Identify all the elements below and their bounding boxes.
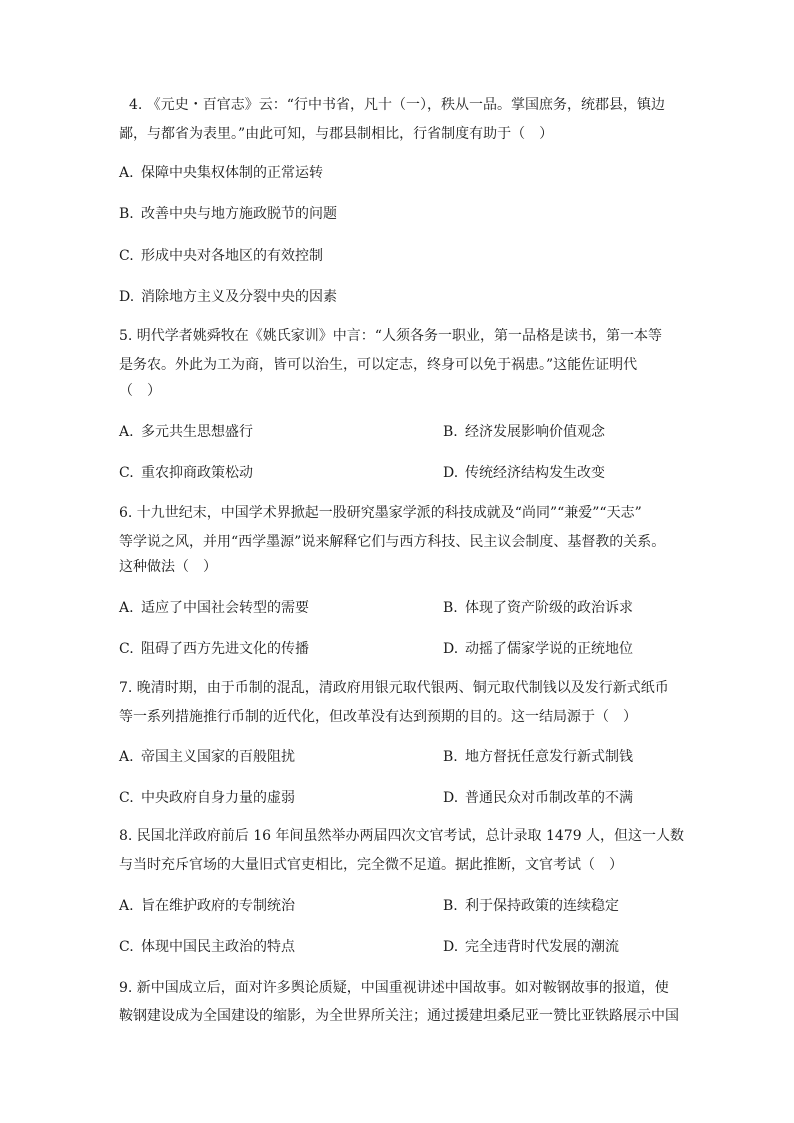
option-text: 改善中央与地方施政脱节的问题 [141,206,337,222]
option-text: 中央政府自身力量的虚弱 [141,790,295,806]
question-4-line-2: 鄙，与都省为表里。”由此可知，与郡县制相比，行省制度有助于（ ） [119,126,554,142]
option-text: 形成中央对各地区的有效控制 [141,248,323,264]
option-label: C. [119,465,134,481]
option-label: D. [443,939,459,955]
question-7-option-b[interactable] [443,747,633,767]
option-text: 保障中央集权体制的正常运转 [141,165,323,181]
option-text: 体现了资产阶级的政治诉求 [465,600,633,616]
option-label: C. [119,248,134,264]
question-4-option-a[interactable] [119,163,323,183]
question-5-option-a[interactable] [119,422,253,442]
option-text: 普通民众对币制改革的不满 [465,790,633,806]
option-label: C. [119,641,134,657]
option-text: 体现中国民主政治的特点 [141,939,295,955]
option-text: 多元共生思想盛行 [141,424,253,440]
option-label: A. [119,898,134,914]
question-6-line-3: 这种做法（ ） [119,559,217,575]
option-label: B. [443,424,458,440]
question-8-option-d[interactable] [443,937,619,957]
question-4-line-1: 4. 《元史・百官志》云：“行中书省，凡十（一），秩从一品。掌国庶务，统郡县，镇边 [129,97,665,113]
question-9-line-1: 9. 新中国成立后，面对许多舆论质疑，中国重视讲述中国故事。如对鞍钢故事的报道，使 [119,980,669,996]
question-8-line-1: 8. 民国北洋政府前后 16 年间虽然举办两届四次文官考试，总计录取 1479 人，但这一人数 [119,828,685,844]
question-5-option-c[interactable] [119,463,253,483]
option-text: 帝国主义国家的百般阻扰 [141,749,295,765]
question-5-option-b[interactable] [443,422,605,442]
question-4-option-d[interactable] [119,287,337,307]
question-6-line-2: 等学说之风，并用“西学墨源”说来解释它们与西方科技、民主议会制度、基督教的关系。 [119,534,666,550]
question-7-option-a[interactable] [119,747,295,767]
option-label: B. [443,749,458,765]
question-6-option-d[interactable] [443,639,633,659]
option-label: A. [119,600,134,616]
question-9-line-2: 鞍钢建设成为全国建设的缩影，为全世界所关注；通过援建坦桑尼亚一赞比亚铁路展示中国 [119,1008,679,1024]
option-text: 消除地方主义及分裂中央的因素 [141,289,337,305]
option-text: 经济发展影响价值观念 [465,424,605,440]
option-label: D. [443,641,459,657]
question-6-line-1: 6. 十九世纪末，中国学术界掀起一股研究墨家学派的科技成就及“尚同”“兼爱”“天志” [119,505,642,521]
option-label: A. [119,424,134,440]
option-label: D. [119,289,135,305]
question-8-line-2: 与当时充斥官场的大量旧式官吏相比，完全微不足道。据此推断，文官考试（ ） [119,857,623,873]
question-7-option-c[interactable] [119,788,295,808]
question-4-option-b[interactable] [119,204,337,224]
option-label: B. [443,600,458,616]
question-6-option-b[interactable] [443,598,633,618]
option-label: A. [119,165,134,181]
question-4-option-c[interactable] [119,246,323,266]
option-label: B. [119,206,134,222]
option-text: 完全违背时代发展的潮流 [465,939,619,955]
option-text: 地方督抚任意发行新式制钱 [465,749,633,765]
option-label: D. [443,790,459,806]
question-6-option-c[interactable] [119,639,309,659]
question-8-option-c[interactable] [119,937,295,957]
option-text: 阻碍了西方先进文化的传播 [141,641,309,657]
question-7-line-2: 等一系列措施推行币制的近代化，但改革没有达到预期的目的。这一结局源于（ ） [119,709,637,725]
question-8-option-b[interactable] [443,896,619,916]
option-label: C. [119,939,134,955]
option-text: 传统经济结构发生改变 [465,465,605,481]
option-label: C. [119,790,134,806]
option-text: 动摇了儒家学说的正统地位 [465,641,633,657]
question-5-line-3: （ ） [119,383,161,399]
option-label: D. [443,465,459,481]
question-5-line-2: 是务农。外此为工为商，皆可以治生，可以定志，终身可以免于祸患。”这能佐证明代 [119,357,638,373]
question-6-option-a[interactable] [119,598,309,618]
option-text: 利于保持政策的连续稳定 [465,898,619,914]
option-text: 旨在维护政府的专制统治 [141,898,295,914]
question-5-option-d[interactable] [443,463,605,483]
question-7-option-d[interactable] [443,788,633,808]
option-label: B. [443,898,458,914]
option-text: 适应了中国社会转型的需要 [141,600,309,616]
question-7-line-1: 7. 晚清时期，由于币制的混乱，清政府用银元取代银两、铜元取代制钱以及发行新式纸币 [119,680,669,696]
question-8-option-a[interactable] [119,896,295,916]
option-label: A. [119,749,134,765]
question-5-line-1: 5. 明代学者姚舜牧在《姚氏家训》中言：“人须各务一职业，第一品格是读书，第一本等 [119,328,662,344]
option-text: 重农抑商政策松动 [141,465,253,481]
